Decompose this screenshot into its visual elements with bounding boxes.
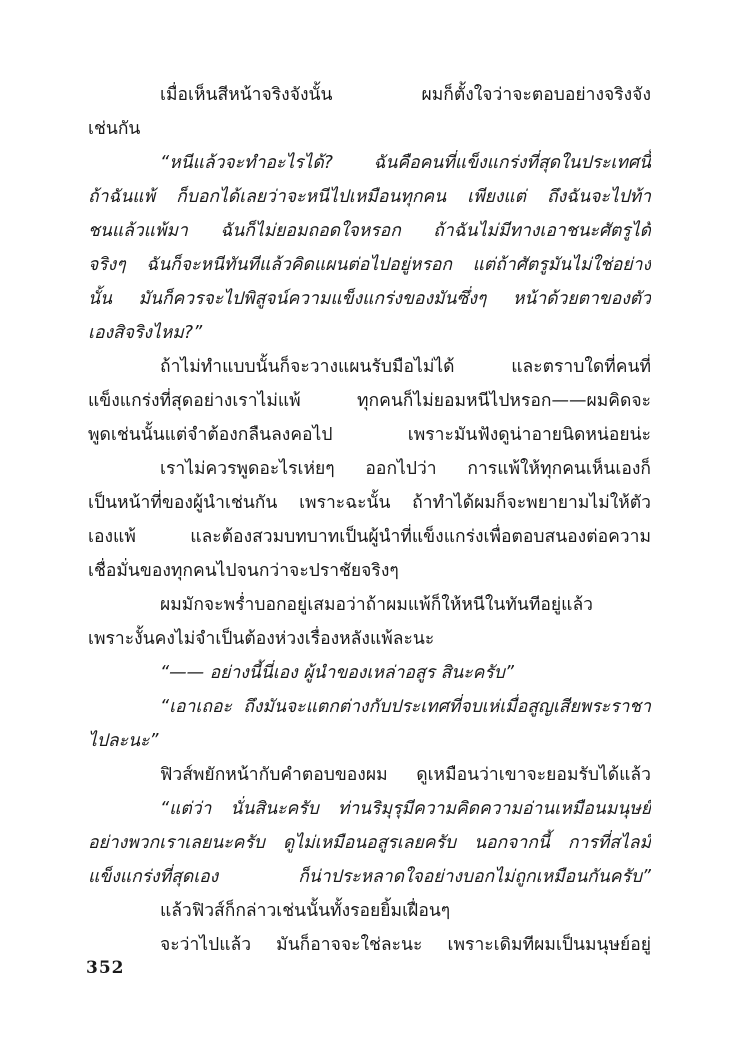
- text-line: นั้น มันก็ควรจะไปพิสูจน์ความแข็งแกร่งของมันซึ่งๆ หน้าด้วยตาของตัว: [88, 289, 651, 309]
- text-line: แล้วฟิวส์ก็กล่าวเช่นนั้นทั้งรอยยิ้มเฝื่อนๆ: [160, 901, 451, 921]
- text-line: ชนแล้วแพ้มา ฉันก็ไม่ยอมถอดใจหรอก ถ้าฉันไม่มีทางเอาชนะศัตรูได้: [88, 221, 651, 241]
- text-line: เชื่อมั่นของทุกคนไปจนกว่าจะปราชัยจริงๆ: [88, 561, 399, 581]
- text-line: เองแพ้ และต้องสวมบทบาทเป็นผู้นำที่แข็งแกร่งเพื่อตอบสนองต่อความ: [88, 527, 651, 547]
- text-line: เพราะงั้นคงไม่จำเป็นต้องห่วงเรื่องหลังแพ้ละนะ: [88, 629, 435, 649]
- text-line: “หนีแล้วจะทำอะไรได้? ฉันคือคนที่แข็งแกร่งที่สุดในประเทศนี้: [160, 153, 651, 173]
- text-line: เช่นกัน: [88, 119, 141, 139]
- text-line: ถ้าไม่ทำแบบนั้นก็จะวางแผนรับมือไม่ได้ และตราบใดที่คนที่: [160, 357, 651, 377]
- text-line: “—— อย่างนี้นี่เอง ผู้นำของเหล่าอสูร สินะครับ”: [160, 663, 514, 683]
- text-line: แข็งแกร่งที่สุดอย่างเราไม่แพ้ ทุกคนก็ไม่ยอมหนีไปหรอก——ผมคิดจะ: [88, 391, 651, 411]
- text-line: “แต่ว่า นั่นสินะครับ ท่านริมุรุมีความคิดความอ่านเหมือนมนุษย์: [160, 799, 651, 819]
- text-line: เราไม่ควรพูดอะไรเห่ยๆ ออกไปว่า การแพ้ให้ทุกคนเห็นเองก็: [160, 459, 651, 479]
- text-line: เมื่อเห็นสีหน้าจริงจังนั้น ผมก็ตั้งใจว่าจะตอบอย่างจริงจัง: [160, 85, 651, 105]
- text-line: ฟิวส์พยักหน้ากับคำตอบของผม ดูเหมือนว่าเขาจะยอมรับได้แล้ว: [160, 765, 651, 785]
- text-line: อย่างพวกเราเลยนะครับ ดูไม่เหมือนอสูรเลยครับ นอกจากนี้ การที่สไลม์: [88, 833, 651, 853]
- text-line: แข็งแกร่งที่สุดเอง ก็น่าประหลาดใจอย่างบอกไม่ถูกเหมือนกันครับ”: [88, 867, 651, 887]
- text-line: พูดเช่นนั้นแต่จำต้องกลืนลงคอไป เพราะมันฟังดูน่าอายนิดหน่อยน่ะ: [88, 425, 651, 445]
- text-line: ถ้าฉันแพ้ ก็บอกได้เลยว่าจะหนีไปเหมือนทุกคน เพียงแต่ ถึงฉันจะไปท้า: [88, 187, 651, 207]
- text-line: จริงๆ ฉันก็จะหนีทันทีแล้วคิดแผนต่อไปอยู่หรอก แต่ถ้าศัตรูมันไม่ใช่อย่าง: [88, 255, 651, 275]
- text-line: เป็นหน้าที่ของผู้นำเช่นกัน เพราะฉะนั้น ถ้าทำได้ผมก็จะพยายามไม่ให้ตัว: [88, 493, 651, 513]
- page-number: 352: [86, 958, 125, 978]
- text-line: ไปละนะ”: [88, 731, 159, 751]
- text-line: ผมมักจะพร่ำบอกอยู่เสมอว่าถ้าผมแพ้ก็ให้หนีในทันทีอยู่แล้ว: [160, 595, 594, 615]
- text-line: จะว่าไปแล้ว มันก็อาจจะใช่ละนะ เพราะเดิมทีผมเป็นมนุษย์อยู่: [160, 935, 651, 955]
- text-line: “เอาเถอะ ถึงมันจะแตกต่างกับประเทศที่จบเห่เมื่อสูญเสียพระราชา: [160, 697, 651, 717]
- text-line: เองสิจริงไหม?”: [88, 323, 203, 343]
